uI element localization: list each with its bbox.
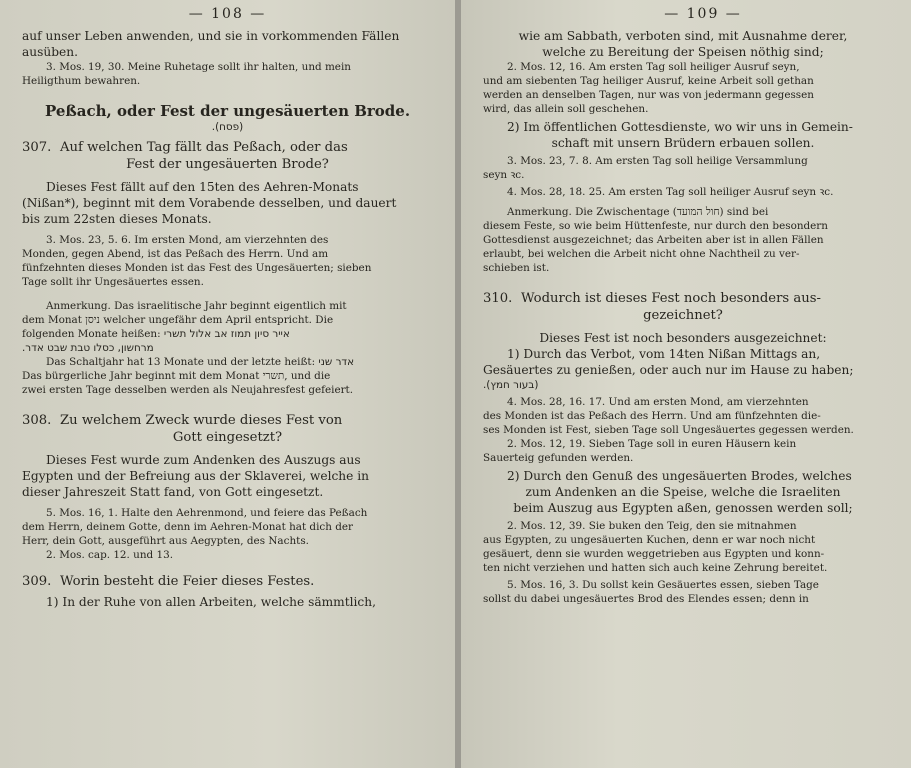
verse-line: ten nicht verziehen und hatten sich auch keine Zehrung bereitet. — [483, 562, 828, 574]
verse-line: Herr, dein Gott, ausgeführt aus Aegypten, des Nachts. — [22, 535, 309, 547]
question-number: 307. — [22, 140, 52, 155]
note-line: erlaubt, bei welchen die Arbeit nicht ohne Nachtheil zu ver- — [483, 248, 800, 260]
question-text: Worin besteht die Feier dieses Festes. — [60, 574, 315, 589]
verse-line: ses Monden ist Fest, sieben Tage soll Ungesäuertes gegessen werden. — [483, 424, 854, 436]
answer-line: Dieses Fest fällt auf den 15ten des Aehren-Monats — [46, 180, 359, 194]
verse-line: 3. Mos. 19, 30. Meine Ruhetage sollt ihr halten, und mein — [46, 61, 351, 73]
verse-line: 2. Mos. 12, 39. Sie buken den Teig, den sie mitnahmen — [507, 520, 797, 532]
answer-line: dieser Jahreszeit Statt fand, von Gott eingesetzt. — [22, 485, 324, 499]
note-line — [22, 327, 433, 341]
answer-line: 2) Im öffentlichen Gottesdienste, wo wir uns in Gemein- — [507, 120, 853, 134]
verse-line: fünfzehnten dieses Monden ist das Fest des Ungesäuerten; sieben — [22, 262, 372, 274]
question-310 — [483, 290, 883, 307]
text-line: welche zu Bereitung der Speisen nöthig sind; — [542, 45, 824, 59]
section-title: Peßach, oder Fest der ungesäuerten Brode. — [44, 102, 411, 120]
note-line: Anmerkung. Das israelitische Jahr beginnt eigentlich mit — [46, 300, 347, 312]
right-page — [461, 0, 911, 768]
question-308 — [22, 412, 433, 429]
question-text: Wodurch ist dieses Fest noch besonders aus- — [521, 291, 821, 306]
verse-line: und am siebenten Tag heiliger Ausruf, keine Arbeit soll gethan — [483, 75, 814, 87]
question-307 — [22, 139, 433, 156]
answer-line: zum Andenken an die Speise, welche die Israeliten — [525, 485, 841, 499]
answer-line: 1) Durch das Verbot, vom 14ten Nißan Mittags an, — [507, 347, 821, 361]
note-text: Das Schaltjahr hat 13 Monate und der letzte heißt: — [46, 356, 316, 368]
hebrew-term: (בעור חמץ). — [483, 379, 539, 391]
hebrew-month: אדר שני — [318, 356, 355, 368]
note-line: zwei ersten Tage desselben werden als Neujahresfest gefeiert. — [22, 384, 354, 396]
question-text: Fest der ungesäuerten Brode? — [126, 157, 329, 172]
verse-line: des Monden ist das Peßach des Herrn. Und am fünfzehnten die- — [483, 410, 821, 422]
answer-line: Gesäuertes zu genießen, oder auch nur im Hause zu haben; — [483, 363, 854, 377]
answer-line: 1) In der Ruhe von allen Arbeiten, welche sämmtlich, — [46, 595, 376, 609]
verse-line: werden an denselben Tagen, nur was von jedermann gegessen — [483, 89, 814, 101]
verse-line: 5. Mos. 16, 3. Du sollst kein Gesäuertes essen, sieben Tage — [507, 579, 819, 591]
question-number: 310. — [483, 291, 513, 306]
question-text: Zu welchem Zweck wurde dieses Fest von — [60, 413, 343, 428]
verse-line: gesäuert, denn sie wurden weggetrieben aus Egypten und konn- — [483, 548, 825, 560]
verse-line: 3. Mos. 23, 5. 6. Im ersten Mond, am vierzehnten des — [46, 234, 329, 246]
question-text: gezeichnet? — [643, 308, 723, 323]
answer-line: (Nißan*), beginnt mit dem Vorabende desselben, und dauert — [22, 196, 397, 210]
hebrew-months: אייר סיון תמוז אב אלול תשרי — [163, 328, 290, 340]
note-line: Das bürgerliche Jahr beginnt mit dem Monat תשרי, und die — [22, 370, 331, 382]
verse-line: Monden, gegen Abend, ist das Peßach des Herrn. Und am — [22, 248, 329, 260]
verse-line: 5. Mos. 16, 1. Halte den Aehrenmond, und feiere das Peßach — [46, 507, 368, 519]
verse-line: 3. Mos. 23, 7. 8. Am ersten Tag soll heilige Versammlung — [507, 155, 808, 167]
answer-line: 2) Durch den Genuß des ungesäuerten Brodes, welches — [507, 469, 852, 483]
verse-line: dem Herrn, deinem Gotte, denn im Aehren-Monat hat dich der — [22, 521, 353, 533]
page-number: — 108 — — [188, 6, 267, 22]
text-line: wie am Sabbath, verboten sind, mit Ausnahme derer, — [518, 29, 848, 43]
verse-line: 4. Mos. 28, 16. 17. Und am ersten Mond, am vierzehnten — [507, 396, 809, 408]
verse-line: 2. Mos. 12, 16. Am ersten Tag soll heiliger Ausruf seyn, — [507, 61, 800, 73]
answer-line: Dieses Fest ist noch besonders ausgezeichnet: — [539, 331, 827, 345]
question-number: 308. — [22, 413, 52, 428]
answer-line: beim Auszug aus Egypten aßen, genossen werden soll; — [513, 501, 853, 515]
verse-line: 2. Mos. 12, 19. Sieben Tage soll in euren Häusern kein — [507, 438, 797, 450]
hebrew-months: מרחשון, כסלו טבת שבט אדר. — [22, 342, 154, 354]
question-309 — [22, 573, 433, 590]
answer-line: Egypten und der Befreiung aus der Sklaverei, welche in — [22, 469, 369, 483]
verse-line: seyn ꝛc. — [483, 169, 525, 181]
answer-line: bis zum 22sten dieses Monats. — [22, 212, 212, 226]
note-line: Gottesdienst ausgezeichnet; das Arbeiten aber ist in allen Fällen — [483, 234, 824, 246]
answer-line: Dieses Fest wurde zum Andenken des Auszugs aus — [46, 453, 361, 467]
verse-line: Tage sollt ihr Ungesäuertes essen. — [22, 276, 204, 288]
text-line: auf unser Leben anwenden, und sie in vorkommenden Fällen — [22, 29, 400, 43]
page-number: — 109 — — [664, 6, 742, 22]
question-number: 309. — [22, 574, 52, 589]
note-line: schieben ist. — [483, 262, 550, 274]
verse-line: 4. Mos. 28, 18. 25. Am ersten Tag soll heiliger Ausruf seyn ꝛc. — [507, 186, 834, 198]
question-text: Gott eingesetzt? — [172, 430, 283, 445]
text-line: ausüben. — [22, 45, 78, 59]
verse-line: sollst du dabei ungesäuertes Brod des Elendes essen; denn in — [483, 593, 809, 605]
note-line — [22, 355, 433, 369]
note-line: dem Monat ניסן welcher ungefähr dem April entspricht. Die — [22, 314, 334, 326]
note-line: Anmerkung. Die Zwischentage (חול המועד) sind bei — [507, 206, 769, 218]
note-line: diesem Feste, so wie beim Hüttenfeste, nur durch den besondern — [483, 220, 828, 232]
note-text: folgenden Monate heißen: — [22, 328, 161, 340]
verse-line: aus Egypten, zu ungesäuerten Kuchen, denn er war noch nicht — [483, 534, 816, 546]
section-title-hebrew: (פסח). — [211, 121, 244, 133]
verse-line: wird, das allein soll geschehen. — [483, 103, 649, 115]
verse-line: Heiligthum bewahren. — [22, 75, 141, 87]
left-page — [0, 0, 455, 768]
answer-line: schaft mit unsern Brüdern erbauen sollen. — [551, 136, 815, 150]
verse-line: Sauerteig gefunden werden. — [483, 452, 634, 464]
question-text: Auf welchen Tag fällt das Peßach, oder das — [60, 140, 348, 155]
verse-line: 2. Mos. cap. 12. und 13. — [46, 549, 174, 561]
